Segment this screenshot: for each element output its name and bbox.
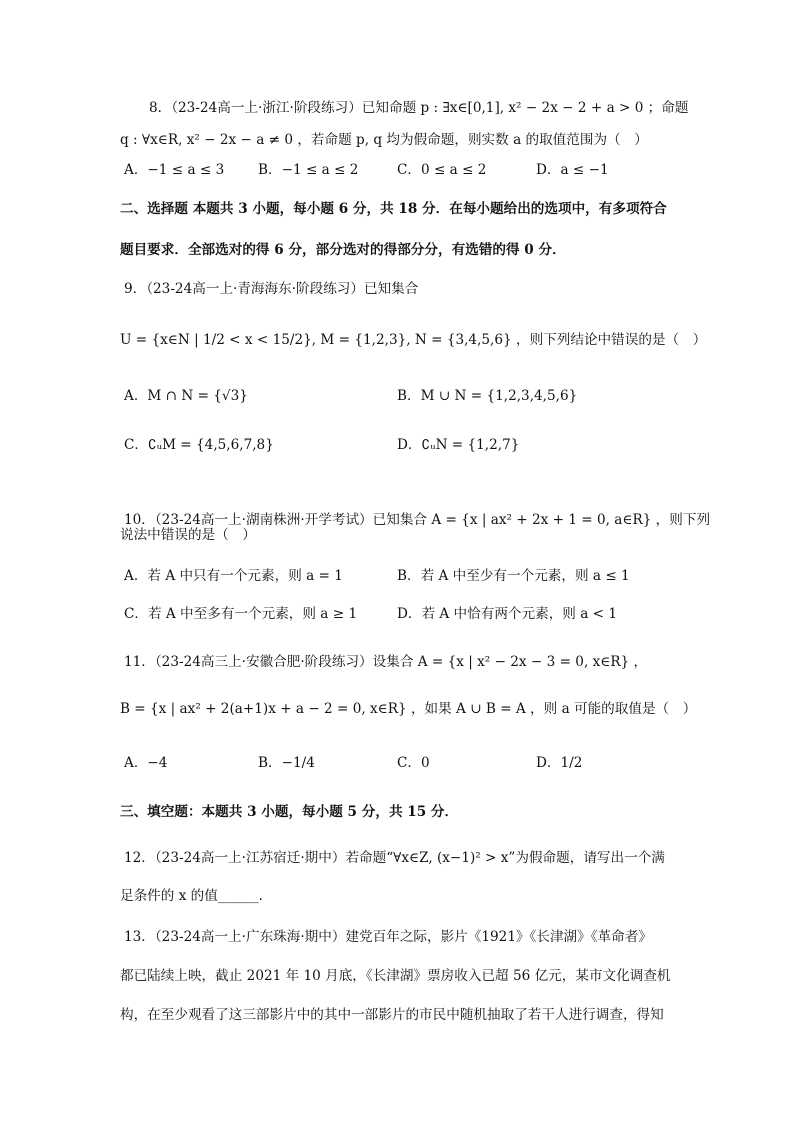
q9-option-a: A．M ∩ N = {√3} — [124, 388, 248, 404]
q11-stem-line2: B = {x | ax² + 2(a+1)x + a − 2 = 0, x∈R} ，如果 A ∪ B = A ，则 a 可能的取值是（ ） — [120, 701, 697, 717]
q10-stem-line1: 10．（23-24高一上·湖南株洲·开学考试）已知集合 A = {x | ax² + 2x + 1 = 0, a∈R} ，则下列 — [124, 512, 711, 528]
q8-stem-line2: q : ∀x∈R, x² − 2x − a ≠ 0 ，若命题 p, q 均为假命题，则实数 a 的取值范围为（ ） — [120, 132, 648, 148]
q8-option-c: C．0 ≤ a ≤ 2 — [397, 162, 487, 178]
q11-option-d: D．1/2 — [536, 755, 583, 771]
q11-option-c: C．0 — [397, 755, 430, 771]
q11-option-b: B．−1/4 — [258, 755, 315, 771]
section2-heading-line1: 二、选择题 本题共 3 小题，每小题 6 分，共 18 分．在每小题给出的选项中，有多项符合 — [120, 201, 667, 217]
q9-stem-line1: 9．（23-24高一上·青海海东·阶段练习）已知集合 — [124, 281, 419, 297]
q11-option-a: A．−4 — [124, 755, 168, 771]
q8-option-b: B．−1 ≤ a ≤ 2 — [258, 162, 359, 178]
section3-heading: 三、填空题：本题共 3 小题，每小题 5 分，共 15 分． — [120, 804, 459, 820]
q13-stem-line2: 都已陆续上映，截止 2021 年 10 月底，《长津湖》票房收入已超 56 亿元，某市文化调查机 — [120, 968, 671, 984]
q12-stem-line2: 足条件的 x 的值______． — [120, 888, 273, 904]
q10-option-a: A．若 A 中只有一个元素，则 a = 1 — [124, 568, 343, 584]
q9-option-c: C．∁ᵤM = {4,5,6,7,8} — [124, 437, 274, 453]
q10-option-b: B．若 A 中至少有一个元素，则 a ≤ 1 — [397, 568, 630, 584]
q11-stem-line1: 11．（23-24高三上·安徽合肥·阶段练习）设集合 A = {x | x² − 2x − 3 = 0, x∈R} ， — [124, 654, 648, 670]
q9-option-b: B．M ∪ N = {1,2,3,4,5,6} — [397, 388, 578, 404]
q10-option-d: D．若 A 中恰有两个元素，则 a < 1 — [397, 606, 617, 622]
q10-option-c: C．若 A 中至多有一个元素，则 a ≥ 1 — [124, 606, 358, 622]
q13-stem-line3: 构，在至少观看了这三部影片中的其中一部影片的市民中随机抽取了若干人进行调查，得知 — [120, 1007, 664, 1023]
q8-option-a: A．−1 ≤ a ≤ 3 — [124, 162, 225, 178]
q8-stem-line1: 8．（23-24高一上·浙江·阶段练习）已知命题 p : ∃x∈[0,1], x² − 2x − 2 + a > 0 ；命题 — [149, 100, 689, 116]
q10-stem-line2: 说法中错误的是（ ） — [120, 527, 256, 543]
q9-option-d: D．∁ᵤN = {1,2,7} — [397, 437, 520, 453]
q8-option-d: D．a ≤ −1 — [536, 162, 609, 178]
q13-stem-line1: 13．（23-24高一上·广东珠海·期中）建党百年之际，影片《1921》《长津湖》《革命者》 — [124, 929, 652, 945]
q12-stem-line1: 12．（23-24高一上·江苏宿迁·期中）若命题“∀x∈Z, (x−1)² > x”为假命题，请写出一个满 — [124, 850, 665, 866]
section2-heading-line2: 题目要求．全部选对的得 6 分，部分选对的得部分分，有选错的得 0 分． — [120, 242, 566, 258]
q9-stem-line2: U = {x∈N | 1/2 < x < 15/2}, M = {1,2,3}, N = {3,4,5,6} ，则下列结论中错误的是（ ） — [120, 332, 707, 348]
